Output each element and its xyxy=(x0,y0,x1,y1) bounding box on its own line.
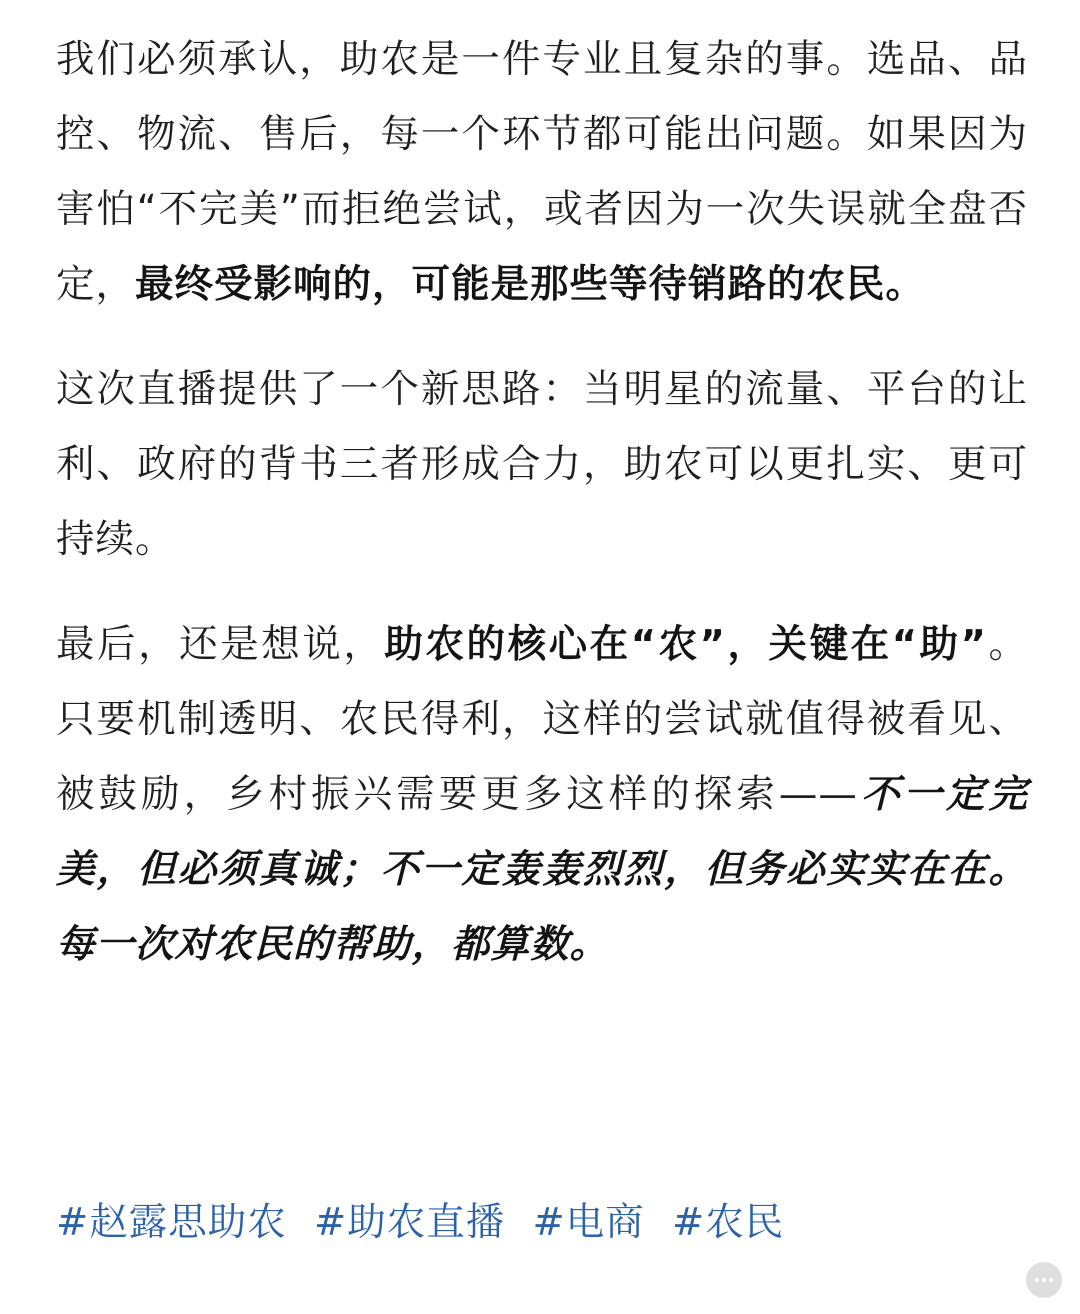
hashtag-link[interactable]: #农民 xyxy=(672,1200,785,1245)
hashtag-link[interactable]: #赵露思助农 xyxy=(56,1200,287,1245)
paragraph-1-text: 我们必须承认，助农是一件专业且复杂的事。选品、品控、物流、售后，每一个环节都可能出问题。如果因为害怕“不完美”而拒绝尝试，或者因为一次失误就全盘否定， xyxy=(56,37,1028,307)
paragraph-3-italic: 不一定完美，但必须真诚；不一定轰轰烈烈，但务必实实在在。每一次对农民的帮助，都算数。 xyxy=(56,772,1028,967)
paragraph-2 xyxy=(56,352,1028,577)
paragraph-1 xyxy=(56,22,1028,322)
more-dots-icon[interactable] xyxy=(1026,1262,1062,1298)
hashtag-link[interactable]: #电商 xyxy=(532,1200,645,1245)
dot xyxy=(1042,1278,1046,1282)
paragraph-2-text: 这次直播提供了一个新思路：当明星的流量、平台的让利、政府的背书三者形成合力，助农可以更扎实、更可持续。 xyxy=(56,367,1028,562)
article-body xyxy=(56,22,1028,1012)
paragraph-1-bold: 最终受影响的，可能是那些等待销路的农民。 xyxy=(135,262,926,307)
dot xyxy=(1049,1278,1053,1282)
dot xyxy=(1035,1278,1039,1282)
paragraph-3-lead: 最后，还是想说， xyxy=(56,622,385,667)
hashtag-row xyxy=(56,1188,784,1258)
paragraph-3-mid: 。只要机制透明、农民得利，这样的尝试就值得被看见、被鼓励，乡村振兴需要更多这样的探索—— xyxy=(56,622,1028,817)
paragraph-3-bold: 助农的核心在“农”，关键在“助” xyxy=(384,622,987,667)
hashtag-link[interactable]: #助农直播 xyxy=(314,1200,506,1245)
paragraph-3 xyxy=(56,607,1028,982)
